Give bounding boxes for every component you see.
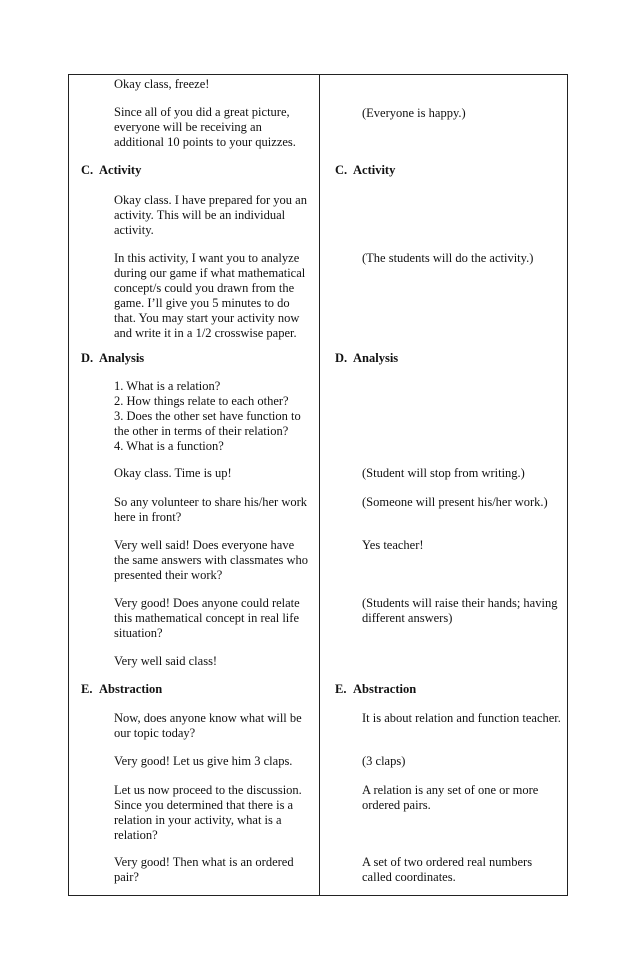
teacher-real-life-line-3: situation?: [114, 626, 163, 640]
lesson-plan-table: [68, 74, 568, 896]
section-heading-analysis-left: D. Analysis: [81, 351, 145, 365]
student-relation-def-line-1: A relation is any set of one or more: [362, 783, 539, 797]
teacher-picture-line-3: additional 10 points to your quizzes.: [114, 135, 296, 149]
student-stop-writing: (Student will stop from writing.): [362, 466, 525, 480]
section-heading-abstraction-left: E. Abstraction: [81, 682, 163, 696]
teacher-well-said-line-1: Very well said! Does everyone have: [114, 538, 295, 552]
analysis-question-3-cont: the other in terms of their relation?: [114, 424, 289, 438]
section-heading-activity-left: C. Activity: [81, 163, 142, 177]
teacher-activity-intro-line-3: activity.: [114, 223, 154, 237]
section-heading-analysis-right: D. Analysis: [335, 351, 399, 365]
teacher-real-life-line-1: Very good! Does anyone could relate: [114, 596, 300, 610]
teacher-ordered-pair-line-2: pair?: [114, 870, 139, 884]
student-three-claps: (3 claps): [362, 754, 406, 768]
teacher-well-said-line-3: presented their work?: [114, 568, 223, 582]
analysis-question-3: 3. Does the other set have function to: [114, 409, 301, 423]
student-raise-hands-line-2: different answers): [362, 611, 453, 625]
section-heading-abstraction-right: E. Abstraction: [335, 682, 417, 696]
teacher-instructions-line-5: that. You may start your activity now: [114, 311, 300, 325]
student-raise-hands-line-1: (Students will raise their hands; having: [362, 596, 558, 610]
teacher-discussion-line-1: Let us now proceed to the discussion.: [114, 783, 302, 797]
teacher-instructions-line-4: game. I’ll give you 5 minutes to do: [114, 296, 290, 310]
teacher-instructions-line-1: In this activity, I want you to analyze: [114, 251, 300, 265]
student-relation-def-line-2: ordered pairs.: [362, 798, 431, 812]
teacher-real-life-line-2: this mathematical concept in real life: [114, 611, 299, 625]
teacher-time-up: Okay class. Time is up!: [114, 466, 232, 480]
analysis-question-4: 4. What is a function?: [114, 439, 224, 453]
teacher-instructions-line-2: during our game if what mathematical: [114, 266, 306, 280]
teacher-volunteer-line-2: here in front?: [114, 510, 182, 524]
analysis-question-1: 1. What is a relation?: [114, 379, 221, 393]
teacher-topic-line-2: our topic today?: [114, 726, 196, 740]
student-coordinates-line-2: called coordinates.: [362, 870, 456, 884]
teacher-activity-intro-line-1: Okay class. I have prepared for you an: [114, 193, 307, 207]
student-do-activity: (The students will do the activity.): [362, 251, 534, 265]
teacher-volunteer-line-1: So any volunteer to share his/her work: [114, 495, 308, 509]
student-topic-answer: It is about relation and function teacher.: [362, 711, 561, 725]
student-coordinates-line-1: A set of two ordered real numbers: [362, 855, 533, 869]
teacher-freeze: Okay class, freeze!: [114, 77, 210, 91]
student-present-work: (Someone will present his/her work.): [362, 495, 548, 509]
teacher-topic-line-1: Now, does anyone know what will be: [114, 711, 302, 725]
column-divider: [319, 75, 320, 895]
teacher-discussion-line-2: Since you determined that there is a: [114, 798, 294, 812]
teacher-instructions-line-6: and write it in a 1/2 crosswise paper.: [114, 326, 297, 340]
teacher-activity-intro-line-2: activity. This will be an individual: [114, 208, 286, 222]
teacher-instructions-line-3: concept/s could you drawn from the: [114, 281, 295, 295]
teacher-ordered-pair-line-1: Very good! Then what is an ordered: [114, 855, 294, 869]
teacher-discussion-line-3: relation in your activity, what is a: [114, 813, 282, 827]
teacher-well-said-class: Very well said class!: [114, 654, 218, 668]
student-yes-teacher: Yes teacher!: [362, 538, 424, 552]
teacher-picture-line-2: everyone will be receiving an: [114, 120, 262, 134]
student-happy: (Everyone is happy.): [362, 106, 466, 120]
teacher-picture-line-1: Since all of you did a great picture,: [114, 105, 290, 119]
analysis-question-2: 2. How things relate to each other?: [114, 394, 289, 408]
teacher-claps: Very good! Let us give him 3 claps.: [114, 754, 293, 768]
section-heading-activity-right: C. Activity: [335, 163, 396, 177]
teacher-well-said-line-2: the same answers with classmates who: [114, 553, 309, 567]
teacher-discussion-line-4: relation?: [114, 828, 158, 842]
